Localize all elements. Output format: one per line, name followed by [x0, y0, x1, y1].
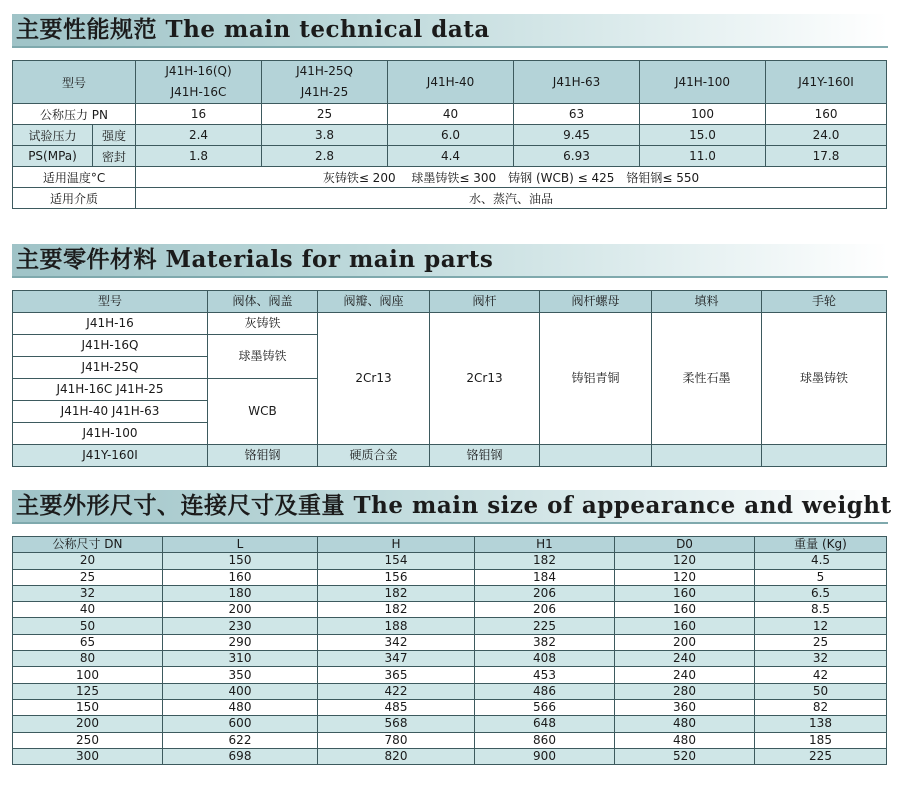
header-body: 阀体、阀盖 — [208, 291, 318, 313]
strength-value: 9.45 — [514, 125, 640, 146]
dn-cell: 32 — [13, 585, 163, 601]
stem-material: 铬钼钢 — [430, 445, 540, 467]
seal-value: 11.0 — [640, 146, 766, 167]
materials-section-header — [12, 244, 888, 278]
seal-row — [13, 146, 887, 167]
header-h1: H1 — [475, 537, 615, 553]
h-cell: 365 — [318, 667, 475, 683]
dn-cell: 25 — [13, 569, 163, 585]
weight-cell: 82 — [755, 699, 887, 715]
strength-value: 15.0 — [640, 125, 766, 146]
d0-cell: 240 — [615, 651, 755, 667]
pn-value: 25 — [262, 104, 388, 125]
medium-label: 适用介质 — [13, 188, 136, 209]
stem-nut-material: 铸铝青铜 — [540, 313, 652, 445]
header-handwheel: 手轮 — [762, 291, 887, 313]
pn-value: 63 — [514, 104, 640, 125]
strength-label: 强度 — [93, 125, 136, 146]
header-stem: 阀杆 — [430, 291, 540, 313]
model-label: 型号 — [13, 61, 136, 104]
model-cell: J41H-16(Q) J41H-16C — [136, 61, 262, 104]
seal-label: 密封 — [93, 146, 136, 167]
medium-value: 水、蒸汽、油品 — [136, 188, 887, 209]
model-cell: J41H-100 — [640, 61, 766, 104]
body-material: 灰铸铁 — [208, 313, 318, 335]
weight-cell: 5 — [755, 569, 887, 585]
weight-cell: 4.5 — [755, 553, 887, 569]
h1-cell: 900 — [475, 748, 615, 764]
h1-cell: 408 — [475, 651, 615, 667]
pn-value: 16 — [136, 104, 262, 125]
h1-cell: 453 — [475, 667, 615, 683]
ps-label: PS(MPa) — [13, 146, 93, 167]
header-disc: 阀瓣、阀座 — [318, 291, 430, 313]
l-cell: 310 — [163, 651, 318, 667]
materials-table — [12, 290, 887, 467]
h-cell: 182 — [318, 602, 475, 618]
d0-cell: 160 — [615, 602, 755, 618]
h-cell: 156 — [318, 569, 475, 585]
h1-cell: 206 — [475, 602, 615, 618]
h-cell: 347 — [318, 651, 475, 667]
header-weight: 重量 (Kg) — [755, 537, 887, 553]
d0-cell: 160 — [615, 618, 755, 634]
seal-value: 2.8 — [262, 146, 388, 167]
header-l: L — [163, 537, 318, 553]
header-dn: 公称尺寸 DN — [13, 537, 163, 553]
h-cell: 820 — [318, 748, 475, 764]
packing-material — [652, 445, 762, 467]
size-row — [13, 553, 887, 569]
technical-section-header — [12, 14, 888, 48]
h-cell: 422 — [318, 683, 475, 699]
dn-cell: 250 — [13, 732, 163, 748]
handwheel-material — [762, 445, 887, 467]
size-row — [13, 699, 887, 715]
header-h: H — [318, 537, 475, 553]
h-cell: 485 — [318, 699, 475, 715]
medium-row — [13, 188, 887, 209]
model-cell: J41Y-160I — [766, 61, 887, 104]
d0-cell: 240 — [615, 667, 755, 683]
l-cell: 400 — [163, 683, 318, 699]
size-row — [13, 585, 887, 601]
header-stem-nut: 阀杆螺母 — [540, 291, 652, 313]
l-cell: 480 — [163, 699, 318, 715]
weight-cell: 42 — [755, 667, 887, 683]
h-cell: 154 — [318, 553, 475, 569]
header-model: 型号 — [13, 291, 208, 313]
dn-cell: 150 — [13, 699, 163, 715]
size-row — [13, 748, 887, 764]
seal-value: 4.4 — [388, 146, 514, 167]
l-cell: 200 — [163, 602, 318, 618]
dn-cell: 50 — [13, 618, 163, 634]
dn-cell: 200 — [13, 716, 163, 732]
d0-cell: 120 — [615, 553, 755, 569]
weight-cell: 50 — [755, 683, 887, 699]
model-cell: J41H-40 — [388, 61, 514, 104]
sizes-table — [12, 536, 887, 765]
header-d0: D0 — [615, 537, 755, 553]
d0-cell: 280 — [615, 683, 755, 699]
h1-cell: 184 — [475, 569, 615, 585]
h1-cell: 225 — [475, 618, 615, 634]
dn-cell: 20 — [13, 553, 163, 569]
size-row — [13, 618, 887, 634]
h-cell: 342 — [318, 634, 475, 650]
model-cell: J41Y-160I — [13, 445, 208, 467]
h-cell: 568 — [318, 716, 475, 732]
size-row — [13, 634, 887, 650]
h-cell: 780 — [318, 732, 475, 748]
temperature-label: 适用温度°C — [13, 167, 136, 188]
size-row — [13, 716, 887, 732]
h1-cell: 382 — [475, 634, 615, 650]
pn-value: 100 — [640, 104, 766, 125]
l-cell: 622 — [163, 732, 318, 748]
l-cell: 350 — [163, 667, 318, 683]
packing-material: 柔性石墨 — [652, 313, 762, 445]
sizes-header-row — [13, 537, 887, 553]
l-cell: 290 — [163, 634, 318, 650]
materials-section-title: 主要零件材料 Materials for main parts — [16, 246, 494, 273]
strength-value: 2.4 — [136, 125, 262, 146]
technical-section-title: 主要性能规范 The main technical data — [16, 16, 490, 43]
l-cell: 230 — [163, 618, 318, 634]
seal-value: 1.8 — [136, 146, 262, 167]
h1-cell: 566 — [475, 699, 615, 715]
weight-cell: 225 — [755, 748, 887, 764]
l-cell: 180 — [163, 585, 318, 601]
model-cell: J41H-100 — [13, 423, 208, 445]
d0-cell: 120 — [615, 569, 755, 585]
stem-nut-material — [540, 445, 652, 467]
d0-cell: 360 — [615, 699, 755, 715]
weight-cell: 8.5 — [755, 602, 887, 618]
strength-value: 3.8 — [262, 125, 388, 146]
model-cell: J41H-25Q — [13, 357, 208, 379]
model-cell: J41H-16C J41H-25 — [13, 379, 208, 401]
weight-cell: 32 — [755, 651, 887, 667]
h1-cell: 860 — [475, 732, 615, 748]
d0-cell: 160 — [615, 585, 755, 601]
weight-cell: 25 — [755, 634, 887, 650]
size-row — [13, 683, 887, 699]
weight-cell: 185 — [755, 732, 887, 748]
weight-cell: 138 — [755, 716, 887, 732]
weight-cell: 12 — [755, 618, 887, 634]
temperature-value: 灰铸铁≤ 200 球墨铸铁≤ 300 铸钢 (WCB) ≤ 425 铬钼钢≤ 550 — [136, 167, 887, 188]
d0-cell: 480 — [615, 732, 755, 748]
model-cell: J41H-16Q — [13, 335, 208, 357]
body-material: WCB — [208, 379, 318, 445]
test-pressure-label: 试验压力 — [13, 125, 93, 146]
pn-value: 40 — [388, 104, 514, 125]
pn-label: 公称压力 PN — [13, 104, 136, 125]
weight-cell: 6.5 — [755, 585, 887, 601]
header-packing: 填料 — [652, 291, 762, 313]
h1-cell: 206 — [475, 585, 615, 601]
sizes-section-header — [12, 490, 892, 524]
disc-material: 2Cr13 — [318, 313, 430, 445]
l-cell: 150 — [163, 553, 318, 569]
materials-row — [13, 445, 887, 467]
body-material: 球墨铸铁 — [208, 335, 318, 379]
pn-value: 160 — [766, 104, 887, 125]
d0-cell: 200 — [615, 634, 755, 650]
seal-value: 17.8 — [766, 146, 887, 167]
size-row — [13, 732, 887, 748]
size-row — [13, 667, 887, 683]
h1-cell: 486 — [475, 683, 615, 699]
size-row — [13, 569, 887, 585]
dn-cell: 80 — [13, 651, 163, 667]
seal-value: 6.93 — [514, 146, 640, 167]
dn-cell: 40 — [13, 602, 163, 618]
size-row — [13, 651, 887, 667]
materials-row — [13, 313, 887, 335]
l-cell: 160 — [163, 569, 318, 585]
pn-row — [13, 104, 887, 125]
l-cell: 600 — [163, 716, 318, 732]
size-row — [13, 602, 887, 618]
h1-cell: 648 — [475, 716, 615, 732]
stem-material: 2Cr13 — [430, 313, 540, 445]
temperature-row — [13, 167, 887, 188]
d0-cell: 520 — [615, 748, 755, 764]
sizes-section-title: 主要外形尺寸、连接尺寸及重量 The main size of appearance and weight — [16, 492, 892, 519]
dn-cell: 300 — [13, 748, 163, 764]
technical-data-table — [12, 60, 887, 209]
body-material: 铬钼钢 — [208, 445, 318, 467]
model-cell: J41H-40 J41H-63 — [13, 401, 208, 423]
model-cell: J41H-25Q J41H-25 — [262, 61, 388, 104]
dn-cell: 100 — [13, 667, 163, 683]
strength-row — [13, 125, 887, 146]
strength-value: 6.0 — [388, 125, 514, 146]
disc-material: 硬质合金 — [318, 445, 430, 467]
d0-cell: 480 — [615, 716, 755, 732]
handwheel-material: 球墨铸铁 — [762, 313, 887, 445]
h1-cell: 182 — [475, 553, 615, 569]
l-cell: 698 — [163, 748, 318, 764]
h-cell: 188 — [318, 618, 475, 634]
h-cell: 182 — [318, 585, 475, 601]
model-cell: J41H-16 — [13, 313, 208, 335]
model-cell: J41H-63 — [514, 61, 640, 104]
model-row — [13, 61, 887, 104]
dn-cell: 65 — [13, 634, 163, 650]
dn-cell: 125 — [13, 683, 163, 699]
materials-header-row — [13, 291, 887, 313]
strength-value: 24.0 — [766, 125, 887, 146]
